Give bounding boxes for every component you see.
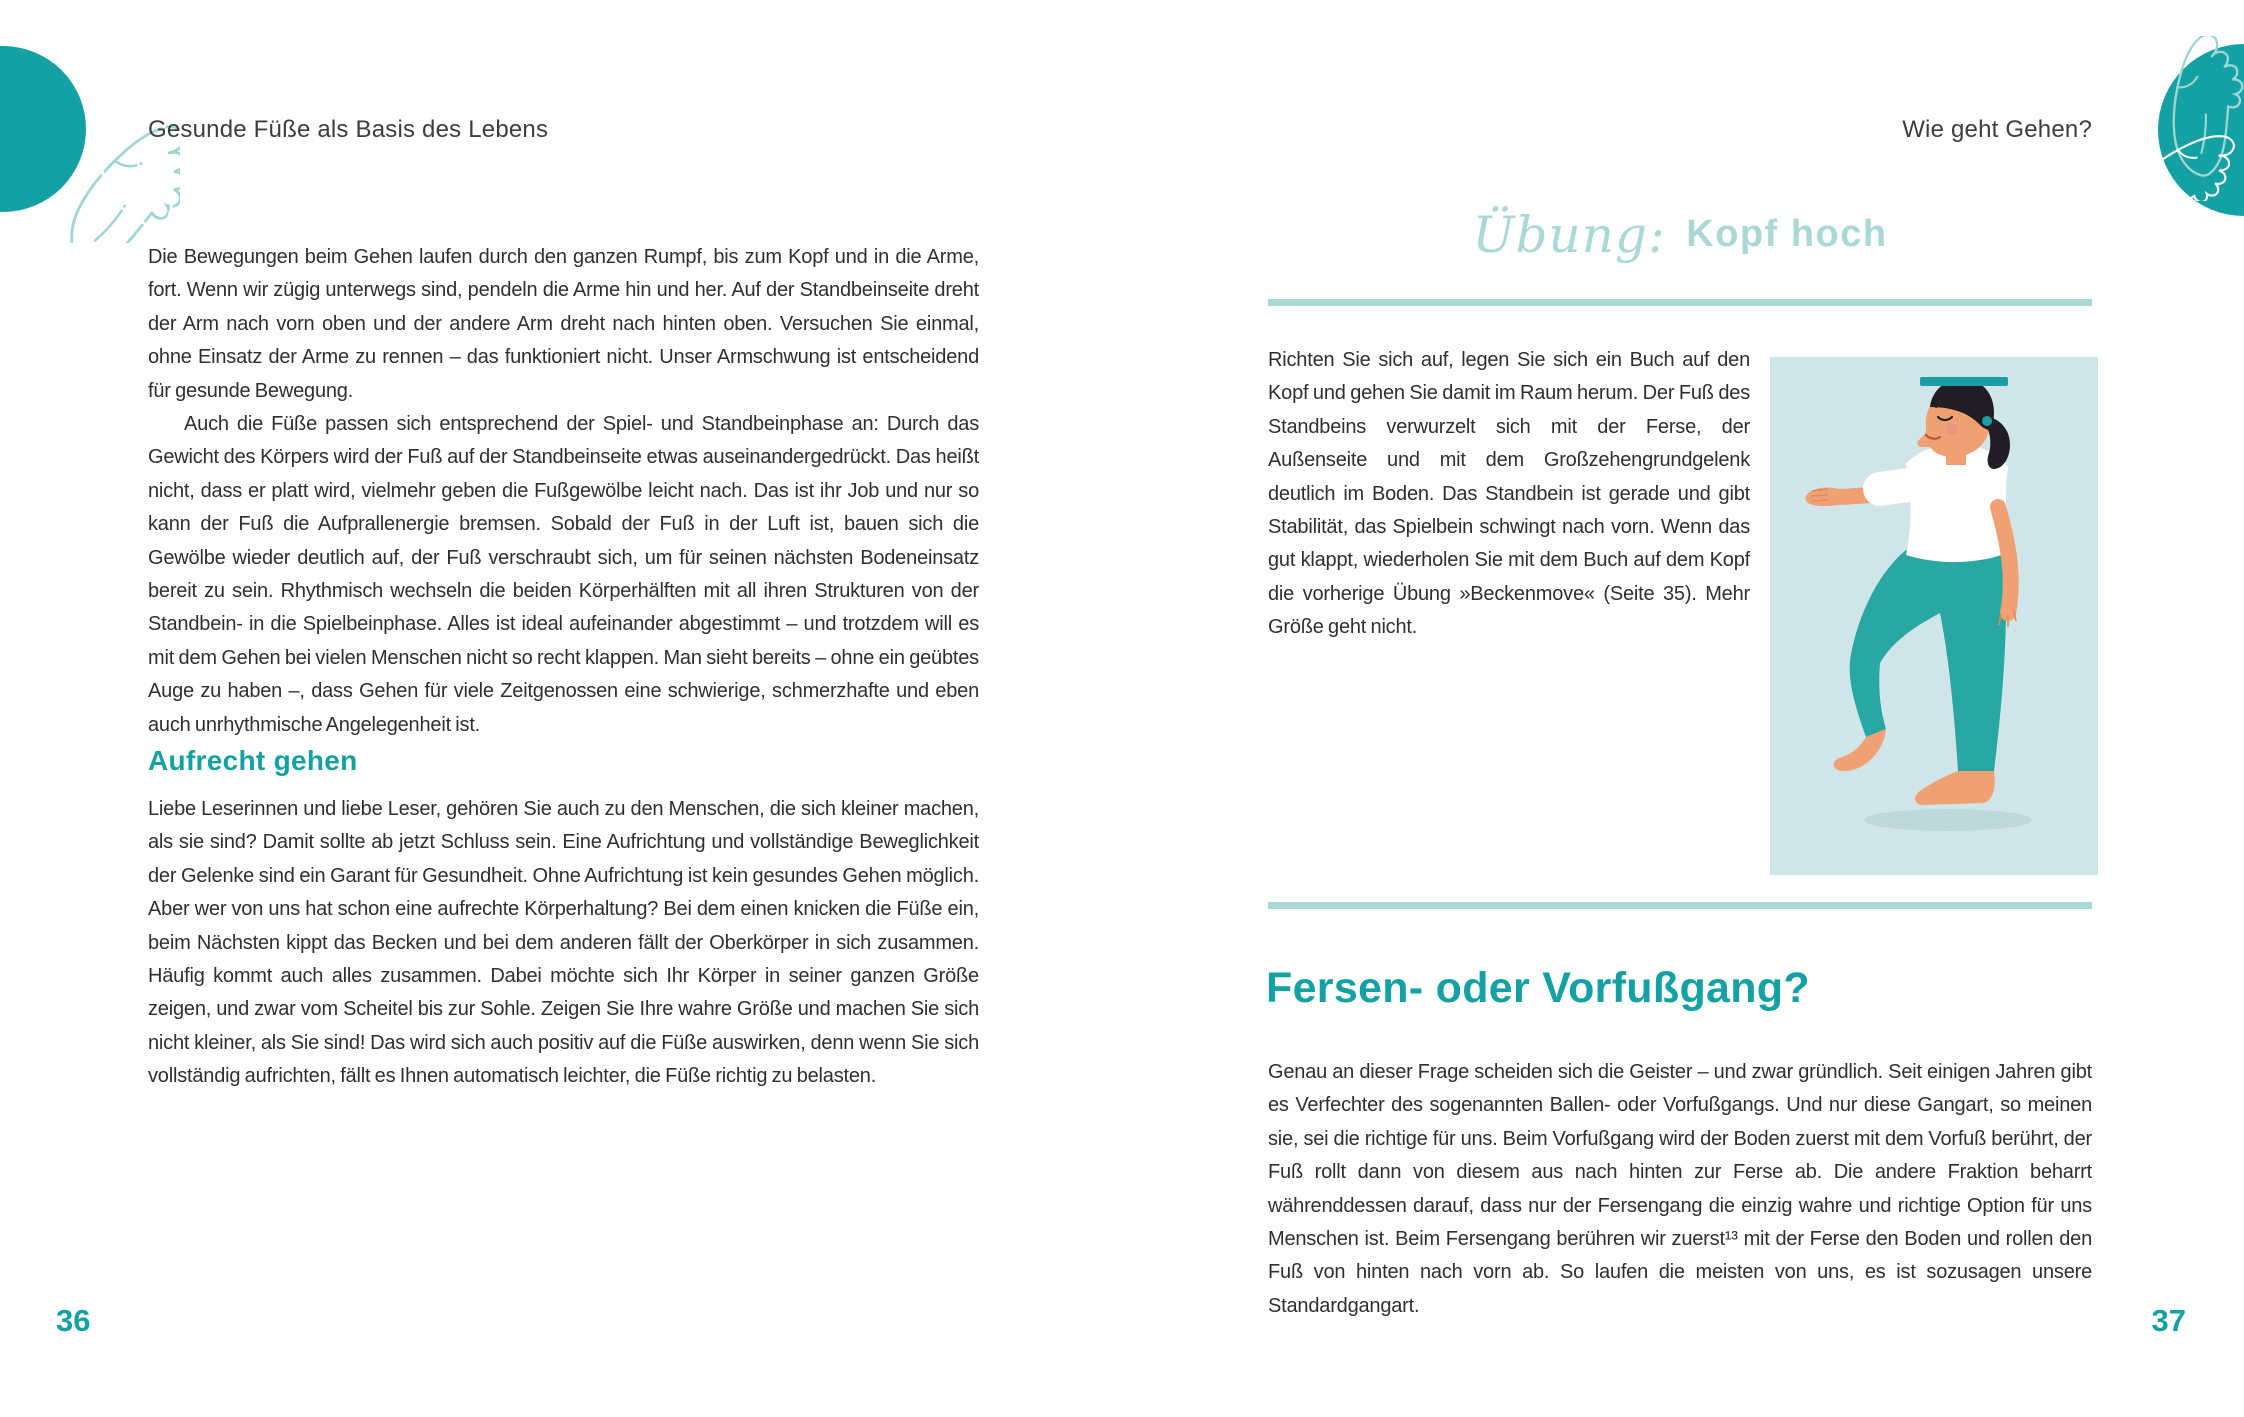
shirt-sleeve: [1880, 483, 1924, 489]
section-text-block: [1268, 1056, 2092, 1323]
divider-rule: [1268, 299, 2092, 306]
page-number-right: 37: [2151, 1303, 2186, 1338]
exercise-text-block: [1268, 344, 1750, 645]
blush: [1947, 424, 1958, 435]
feet-line-drawing-icon: [2080, 36, 2244, 201]
hair-tie: [1982, 416, 1992, 426]
section-subheading: Aufrecht gehen: [148, 745, 358, 776]
body-text-block: [148, 793, 979, 1094]
page-number-left: 36: [56, 1303, 91, 1338]
paragraph: Genau an dieser Frage scheiden sich die Geister – und zwar gründlich. Seit einigen Jahren gibt es Verfechter des sogenannten Ballen- oder Vorfußgangs. Und nur diese Gangart, so meinen sie, sei die richtige für uns. Beim Vorfußgang wird der Boden zuerst mit dem Vorfuß berührt, der Fuß rollt dann von diesem aus nach hinten zur Ferse ab. Die andere Fraktion beharrt währenddessen darauf, dass nur der Fersengang die einzig wahre und richtige Option für uns Menschen ist. Beim Fersengang berühren wir zuerst¹³ mit der Ferse den Boden und rollen den Fuß von hinten nach vorn ab. So laufen die meisten von uns, es ist sozusagen unsere Standardgangart.: [1268, 1061, 2092, 1317]
woman-walking-with-book-on-head-illustration: [1770, 357, 2098, 875]
divider-rule: [1268, 902, 2092, 909]
paragraph: Richten Sie sich auf, legen Sie sich ein Buch auf den Kopf und gehen Sie damit im Raum herum. Der Fuß des Standbeins verwurzelt sich mit der Ferse, der Außenseite und mit dem Großzehengrundgelenk deutlich im Boden. Das Standbein ist gerade und gibt Stabilität, das Spielbein schwingt nach vorn. Wenn das gut klappt, wiederholen Sie mit dem Buch auf dem Kopf die vorherige Übung »Beckenmove« (Seite 35). Mehr Größe geht nicht.: [1268, 349, 1750, 639]
running-head-left: Gesunde Füße als Basis des Lebens: [148, 116, 549, 143]
paragraph: Liebe Leserinnen und liebe Leser, gehören Sie auch zu den Menschen, die sich kleiner machen, als sie sind? Damit sollte ab jetzt Schluss sein. Eine Aufrichtung und vollständige Beweglichkeit der Gelenke sind ein Garant für Gesundheit. Ohne Aufrichtung ist kein gesundes Gehen möglich. Aber wer von uns hat schon eine aufrechte Körperhaltung? Bei dem einen knicken die Füße ein, beim Nächsten kippt das Becken und bei dem anderen fällt der Oberkörper in sich zusammen. Häufig kommt auch alles zusammen. Dabei möchte sich Ihr Körper in seiner ganzen Größe zeigen, und zwar vom Scheitel bis zur Sohle. Zeigen Sie Ihre wahre Größe und machen Sie sich nicht kleiner, als Sie sind! Das wird sich auch positiv auf die Füße auswirken, denn wenn Sie sich vollständig aufrichten, fällt es Ihnen automatisch leichter, die Füße richtig zu belasten.: [148, 798, 979, 1088]
exercise-heading: [1268, 206, 2092, 264]
feet-line-drawing-icon: [0, 48, 180, 243]
exercise-title: Kopf hoch: [1686, 213, 1888, 255]
paragraph: Auch die Füße passen sich entsprechend der Spiel- und Standbeinphase an: Durch das Gewicht des Körpers wird der Fuß auf der Standbeinseite etwas auseinandergedrückt. Das heißt nicht, dass er platt wird, vielmehr geben die Fußgewölbe leicht nach. Das ist ihr Job und nur so kann der Fuß die Aufprallenergie bremsen. Sobald der Fuß in der Luft ist, bauen sich die Gewölbe wieder deutlich auf, der Fuß verschraubt sich, um für seinen nächsten Bodeneinsatz bereit zu sein. Rhythmisch wechseln die beiden Körperhälften mit all ihren Strukturen von der Standbein- in die Spielbeinphase. Alles ist ideal aufeinander abgestimmt – und trotzdem will es mit dem Gehen bei vielen Menschen nicht so recht klappen. Man sieht bereits – ohne ein geübtes Auge zu haben –, dass Gehen für viele Zeitgenossen eine schwierige, schmerzhafte und eben auch unrhythmische Angelegenheit ist.: [148, 413, 979, 736]
paragraph: Die Bewegungen beim Gehen laufen durch den ganzen Rumpf, bis zum Kopf und in die Arme, fort. Wenn wir zügig unterwegs sind, pendeln die Arme hin und her. Auf der Standbeinseite dreht der Arm nach vorn oben und der andere Arm dreht nach hinten oben. Versuchen Sie einmal, ohne Einsatz der Arme zu rennen – das funktioniert nicht. Unser Armschwung ist entscheidend für gesunde Bewegung.: [148, 246, 979, 402]
section-heading: Fersen- oder Vorfußgang?: [1266, 964, 1810, 1012]
book-on-head: [1920, 377, 2008, 386]
running-head-right: Wie geht Gehen?: [1902, 116, 2092, 143]
exercise-label: Übung:: [1472, 206, 1666, 264]
body-text-block: [148, 241, 979, 742]
ground-shadow: [1864, 809, 2032, 831]
